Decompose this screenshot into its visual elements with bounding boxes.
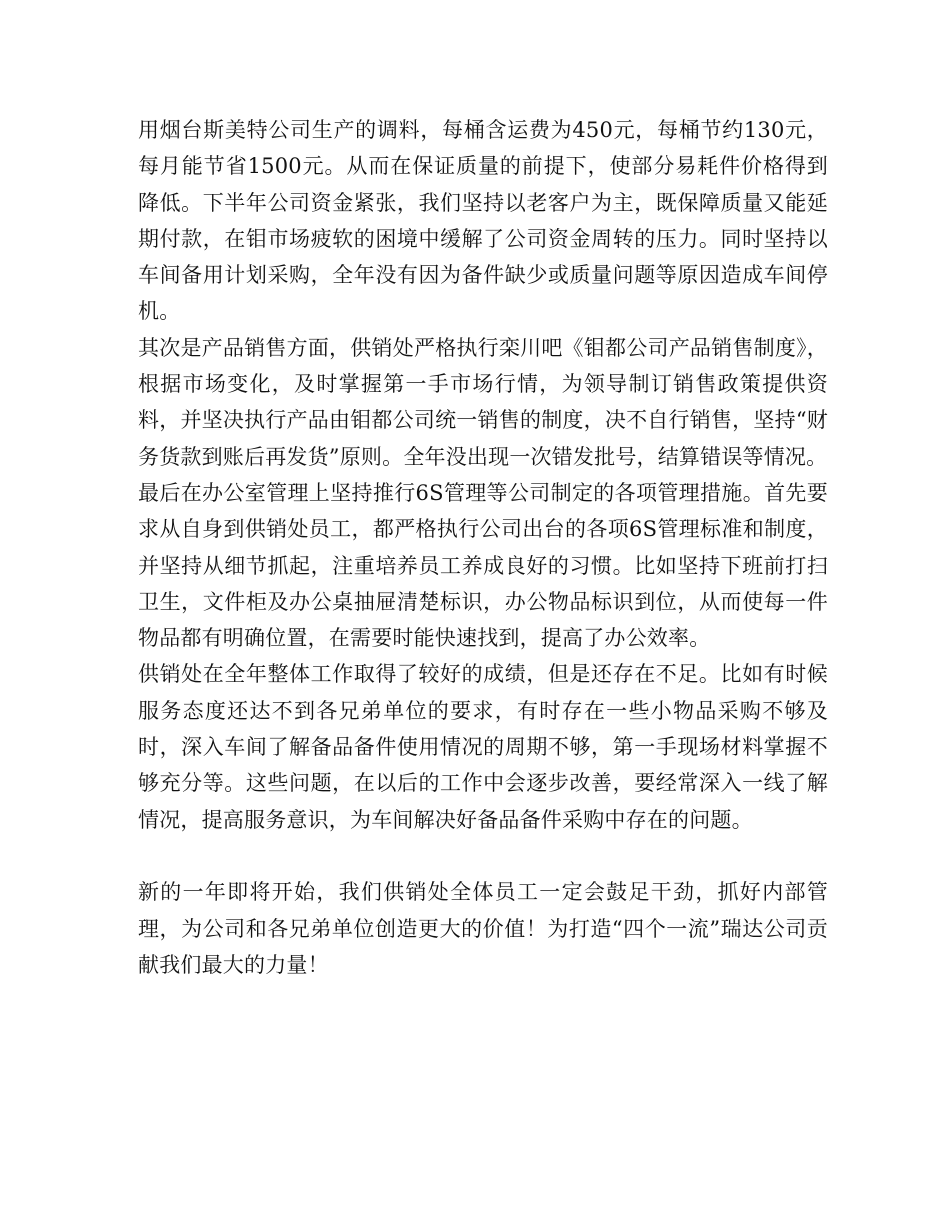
paragraph-shortcomings: 供销处在全年整体工作取得了较好的成绩，但是还存在不足。比如有时候服务态度还达不到各兄弟单位的要求，有时存在一些小物品采购不够及时，深入车间了解备品备件使用情况的周期不够，第一手现场材料掌握不够充分等。这些问题，在以后的工作中会逐步改善，要经常深入一线了解情况，提高服务意识，为车间解决好备品备件采购中存在的问题。 [138,662,828,832]
document-body [138,112,828,983]
paragraph-closing: 新的一年即将开始，我们供销处全体员工一定会鼓足干劲，抓好内部管理，为公司和各兄弟单位创造更大的价值！为打造“四个一流”瑞达公司贡献我们最大的力量！ [138,880,828,977]
paragraph-sales: 其次是产品销售方面，供销处严格执行栾川吧《钼都公司产品销售制度》，根据市场变化，及时掌握第一手市场行情，为领导制订销售政策提供资料，并坚决执行产品由钼都公司统一销售的制度，决不自行销售，坚持“财务货款到账后再发货”原则。全年没出现一次错发批号，结算错误等情况。 [138,335,828,469]
paragraph-office-management: 最后在办公室管理上坚持推行6S管理等公司制定的各项管理措施。首先要求从自身到供销处员工，都严格执行公司出台的各项6S管理标准和制度，并坚持从细节抓起，注重培养员工养成良好的习惯。比如坚持下班前打扫卫生，文件柜及办公桌抽屉清楚标识，办公物品标识到位，从而使每一件物品都有明确位置，在需要时能快速找到，提高了办公效率。 [138,480,828,651]
paragraph-gap [138,838,828,874]
paragraph-procurement: 用烟台斯美特公司生产的调料，每桶含运费为450元，每桶节约130元，每月能节省1500元。从而在保证质量的前提下，使部分易耗件价格得到降低。下半年公司资金紧张，我们坚持以老客户为主，既保障质量又能延期付款，在钼市场疲软的困境中缓解了公司资金周转的压力。同时坚持以车间备用计划采购，全年没有因为备件缺少或质量问题等原因造成车间停机。 [138,118,828,324]
